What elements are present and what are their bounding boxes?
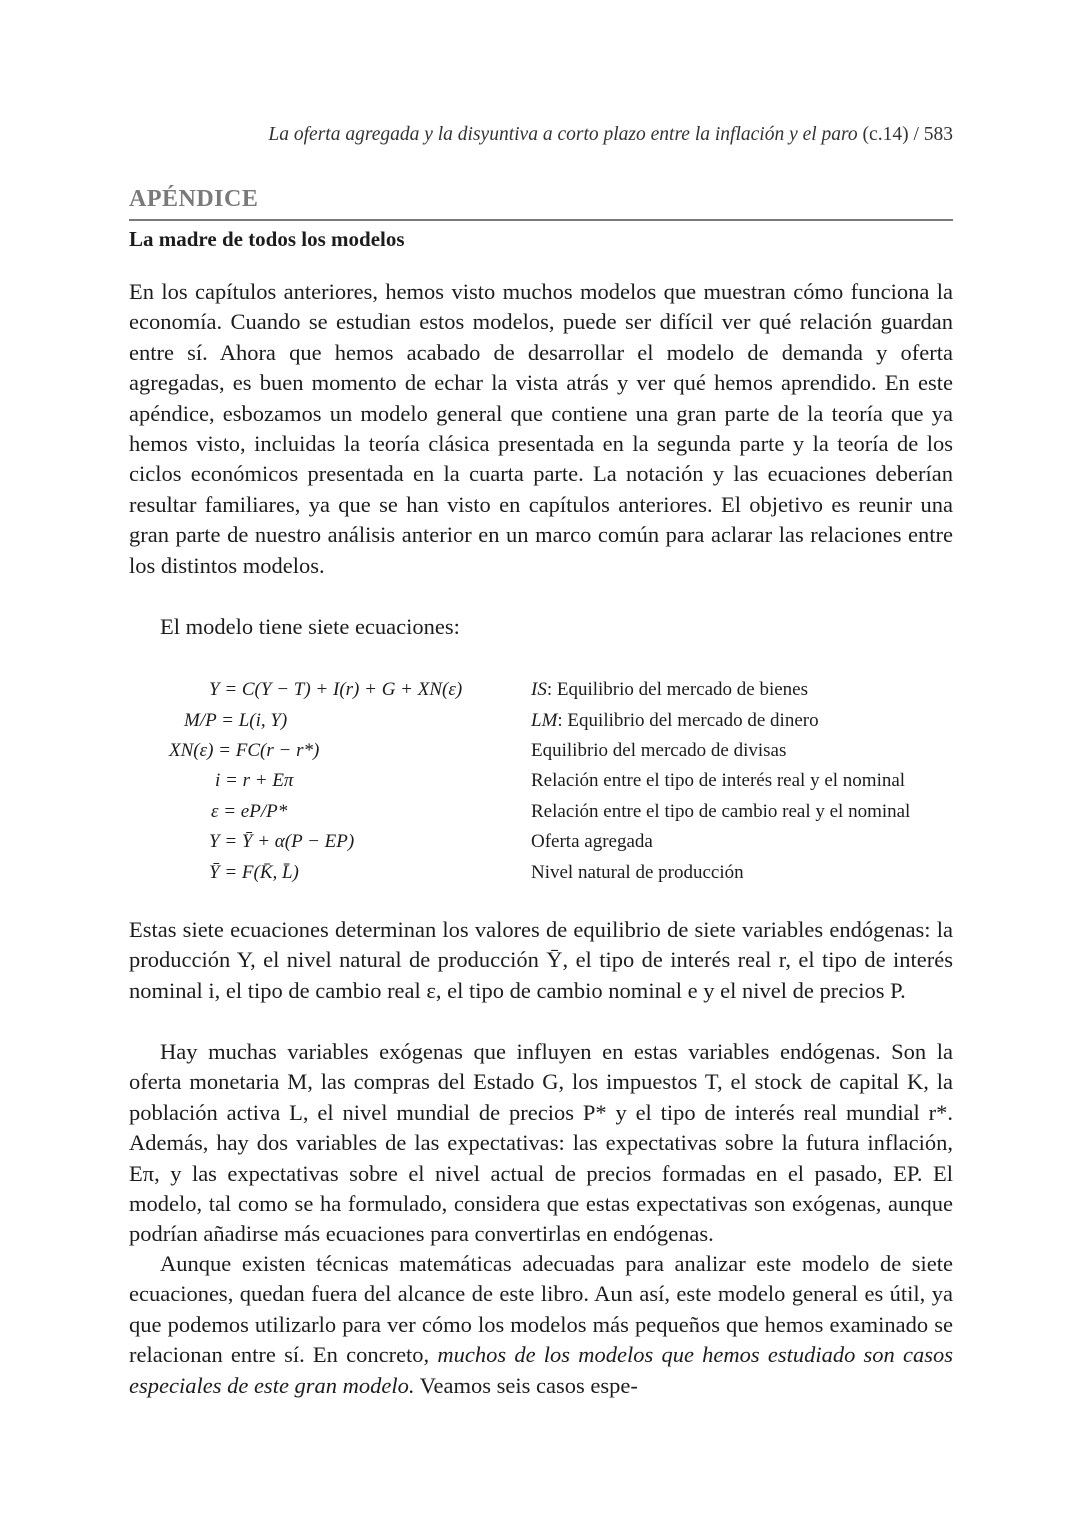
equation-formula: Y = Ȳ + α(P − EP) <box>209 831 355 853</box>
equation-description: Relación entre el tipo de interés real y el nominal <box>531 770 906 792</box>
paragraph-exogenous: Hay muchas variables exógenas que influyen en estas variables endógenas. Son la oferta monetaria M, las compras del Estado G, los impuestos T, el stock de capital K, la población activa L, el nivel mundial de precios P* y el tipo de interés real mundial r*. Además, hay dos variables de las expectativas: las expectativas sobre la futura inflación, Eπ, y las expectativas sobre el nivel actual de precios formadas en el pasado, EP. El modelo, tal como se ha formulado, considera que estas expectativas son exógenas, aunque podrían añadirse más ecuaciones para convertirlas en endógenas. <box>129 1039 953 1247</box>
equation-row <box>129 675 953 705</box>
equation-formula: M/P = L(i, Y) <box>184 709 288 731</box>
equation-tag: IS <box>531 679 547 701</box>
equation-description: Oferta agregada <box>531 831 653 853</box>
paragraph-equations-intro: El modelo tiene siete ecuaciones: <box>160 614 460 639</box>
running-head <box>129 124 953 146</box>
equation-formula: XN(ε) = FC(r − r*) <box>169 739 320 761</box>
equation-row <box>129 736 953 766</box>
paragraph-text: Aunque existen técnicas matemáticas adecuadas para analizar este modelo de siete ecuaciones, quedan fuera del alcance de este libro. Aun así, este modelo general es útil, ya que podemos utilizarlo para ver cómo los modelos más pequeños que hemos examinado se relacionan entre sí. En concreto, <box>129 1251 953 1368</box>
equation-row <box>129 705 953 735</box>
chapter-ref: (c.14) <box>862 124 909 145</box>
paragraph-special-cases <box>129 1249 953 1401</box>
paragraph-intro: En los capítulos anteriores, hemos visto muchos modelos que muestran cómo funciona la economía. Cuando se estudian estos modelos, puede ser difícil ver qué relación guardan entre sí. Ahora que hemos acabado de desarrollar el modelo de demanda y oferta agregadas, es buen momento de echar la vista atrás y ver qué hemos aprendido. En este apéndice, esbozamos un modelo general que contiene una gran parte de la teoría que ya hemos visto, incluidas la teoría clásica presentada en la segunda parte y la teoría de los ciclos económicos presentada en la cuarta parte. La notación y las ecuaciones deberían resultar familiares, ya que se han visto en capítulos anteriores. El objetivo es reunir una gran parte de nuestro análisis anterior en un marco común para aclarar las relaciones entre los distintos modelos. <box>129 279 953 578</box>
equation-description: : Equilibrio del mercado de bienes <box>546 679 808 701</box>
heading-rule <box>129 219 953 221</box>
equation-row <box>129 857 953 887</box>
emphasis-text: muchos de los modelos que hemos estudiado son casos especiales de este gran modelo. <box>129 1342 953 1398</box>
equation-formula: Y = C(Y − T) + I(r) + G + XN(ε) <box>209 679 463 701</box>
equation-row <box>129 827 953 857</box>
equation-row <box>129 766 953 796</box>
running-title: La oferta agregada y la disyuntiva a corto plazo entre la inflación y el paro <box>268 124 858 145</box>
paragraph-endogenous: Estas siete ecuaciones determinan los valores de equilibrio de siete variables endógenas: la producción Y, el nivel natural de producción Ȳ, el tipo de interés real r, el tipo de interés nominal i, el tipo de cambio real ε, el tipo de cambio nominal e y el nivel de precios P. <box>129 917 953 1003</box>
appendix-heading: APÉNDICE <box>129 186 259 212</box>
equation-formula: ε = eP/P* <box>211 800 288 822</box>
equation-description: Relación entre el tipo de cambio real y el nominal <box>531 800 911 822</box>
equation-table <box>129 675 953 888</box>
equation-description: Nivel natural de producción <box>531 861 744 883</box>
equation-formula: i = r + Eπ <box>215 770 294 792</box>
equation-description: : Equilibrio del mercado de dinero <box>557 709 819 731</box>
section-title: La madre de todos los modelos <box>129 227 405 251</box>
equation-row <box>129 797 953 827</box>
page-number: / 583 <box>913 124 953 145</box>
equation-tag: LM <box>531 709 558 731</box>
equation-formula: Ȳ = F(K̄, L̄) <box>209 861 299 883</box>
equation-description: Equilibrio del mercado de divisas <box>531 739 787 761</box>
paragraph-text: Veamos seis casos espe- <box>419 1372 638 1398</box>
